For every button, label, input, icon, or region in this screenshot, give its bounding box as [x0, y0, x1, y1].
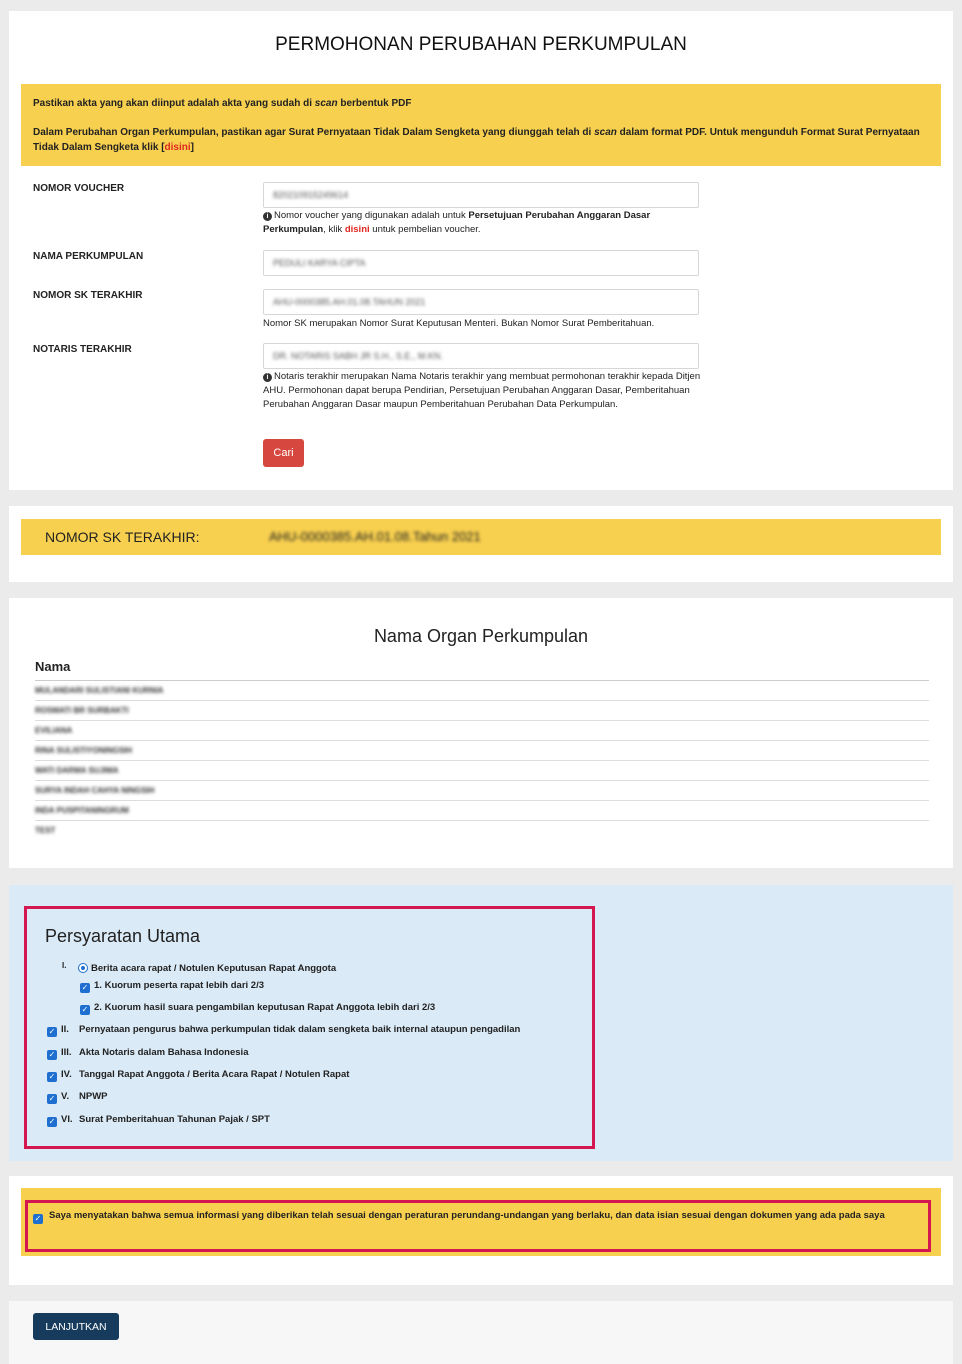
requirements-panel [9, 885, 953, 1161]
info-icon: i [263, 212, 272, 221]
sk-banner-value: AHU-0000385.AH.01.08.Tahun 2021 [269, 529, 481, 544]
checkbox-checked-icon[interactable]: ✓ [48, 1117, 56, 1126]
page-title: PERMOHONAN PERUBAHAN PERKUMPULAN [275, 34, 687, 55]
table-row: EVILIANA [35, 721, 929, 741]
organ-panel [9, 598, 953, 868]
footer-panel [9, 1301, 953, 1364]
nomor-sk-label: NOMOR SK TERAKHIR [33, 290, 143, 301]
requirement-item-1-2[interactable]: ✓ 2. Kuorum hasil suara pengambilan keputusan Rapat Anggota lebih dari 2/3 [81, 1002, 436, 1014]
notice-banner [21, 84, 941, 166]
requirements-title: Persyaratan Utama [45, 926, 201, 946]
notaris-input[interactable]: DR. NOTARIS SABH JR S.H., S.E., M.KN. [263, 343, 699, 369]
table-row: MULANDARI SULISTIANI KURNIA [35, 681, 929, 701]
checkbox-checked-icon[interactable]: ✓ [48, 1094, 56, 1103]
nama-perkumpulan-label: NAMA PERKUMPULAN [33, 251, 144, 262]
voucher-help: i Nomor voucher yang digunakan adalah untuk Persetujuan Perubahan Anggaran Dasar Perkumpulan, klik disini untuk pembelian voucher. [263, 210, 651, 235]
requirement-item-1[interactable]: I. Berita acara rapat / Notulen Keputusan Rapat Anggota [62, 961, 337, 974]
requirement-item-3[interactable]: ✓ III. Akta Notaris dalam Bahasa Indonesia [48, 1047, 249, 1059]
radio-selected-icon[interactable] [78, 963, 88, 973]
continue-button[interactable]: LANJUTKAN [33, 1313, 119, 1340]
voucher-label: NOMOR VOUCHER [33, 183, 125, 194]
download-format-link[interactable]: disini [164, 142, 191, 153]
table-row: ROSMATI BR SURBAKTI [35, 701, 929, 721]
organ-column-header: Nama [35, 659, 71, 674]
requirement-item-5[interactable]: ✓ V. NPWP [48, 1091, 108, 1103]
agreement-text: Saya menyatakan bahwa semua informasi yang diberikan telah sesuai dengan peraturan perundang-undangan yang berlaku, dan data isian sesuai dengan dokumen yang ada pada saya [49, 1210, 885, 1221]
checkbox-checked-icon[interactable]: ✓ [48, 1050, 56, 1059]
sk-panel [9, 506, 953, 582]
agreement-highlight-box [25, 1200, 931, 1252]
checkbox-checked-icon[interactable]: ✓ [48, 1027, 56, 1036]
checkbox-checked-icon[interactable]: ✓ [81, 1005, 89, 1014]
voucher-input[interactable]: 820210915249614 [263, 182, 699, 208]
requirement-item-4[interactable]: ✓ IV. Tanggal Rapat Anggota / Berita Acara Rapat / Notulen Rapat [48, 1069, 350, 1081]
table-row: TEST [35, 826, 56, 835]
table-row: RINA SULISTIYONINGSIH [35, 741, 929, 761]
sk-banner-label: NOMOR SK TERAKHIR: [45, 529, 200, 545]
search-button[interactable]: Cari [263, 439, 304, 467]
nama-perkumpulan-input[interactable]: PEDULI KARYA CIPTA [263, 250, 699, 276]
agreement-panel [9, 1176, 953, 1285]
table-row: INDA PUSPITANINGRUM [35, 801, 929, 821]
checkbox-checked-icon[interactable]: ✓ [48, 1072, 56, 1081]
notaris-help: i Notaris terakhir merupakan Nama Notaris terakhir yang membuat permohonan terakhir kepada Ditjen AHU. Permohonan dapat berupa Pendirian, Persetujuan Perubahan Anggaran Dasar, Pemberitahuan Perubahan Anggaran Dasar maupun Pemberitahuan Perubahan Data Perkumpulan. [263, 371, 701, 410]
nomor-sk-input[interactable]: AHU-0000385.AH.01.08.TAHUN 2021 [263, 289, 699, 315]
requirement-item-1-1[interactable]: ✓ 1. Kuorum peserta rapat lebih dari 2/3 [81, 980, 265, 992]
requirement-item-6[interactable]: ✓ VI. Surat Pemberitahuan Tahunan Pajak / SPT [48, 1114, 270, 1126]
notice-line-2: Dalam Perubahan Organ Perkumpulan, pastikan agar Surat Pernyataan Tidak Dalam Sengketa yang diunggah telah di scan dalam format PDF. Untuk mengunduh Format Surat Pernyataan Tidak Dalam Sengketa klik [disini] [33, 127, 920, 153]
sk-banner [21, 519, 941, 555]
info-icon: i [263, 373, 272, 382]
nomor-sk-help: Nomor SK merupakan Nomor Surat Keputusan Menteri. Bukan Nomor Surat Pemberitahuan. [263, 318, 655, 329]
checkbox-checked-icon[interactable]: ✓ [81, 983, 89, 992]
voucher-purchase-link[interactable]: disini [344, 224, 370, 235]
notice-line-1: Pastikan akta yang akan diinput adalah akta yang sudah di scan berbentuk PDF [33, 98, 412, 109]
table-row: WATI DARMA SUJIMA [35, 761, 929, 781]
notaris-label: NOTARIS TERAKHIR [33, 344, 132, 355]
organ-title: Nama Organ Perkumpulan [373, 626, 589, 646]
table-row: SURYA INDAH CAHYA NINGSIH [35, 781, 929, 801]
requirement-item-2[interactable]: ✓ II. Pernyataan pengurus bahwa perkumpulan tidak dalam sengketa baik internal ataupun pengadilan [48, 1024, 521, 1036]
form-panel [9, 11, 953, 490]
agreement-checkbox[interactable]: ✓ [34, 1214, 42, 1223]
